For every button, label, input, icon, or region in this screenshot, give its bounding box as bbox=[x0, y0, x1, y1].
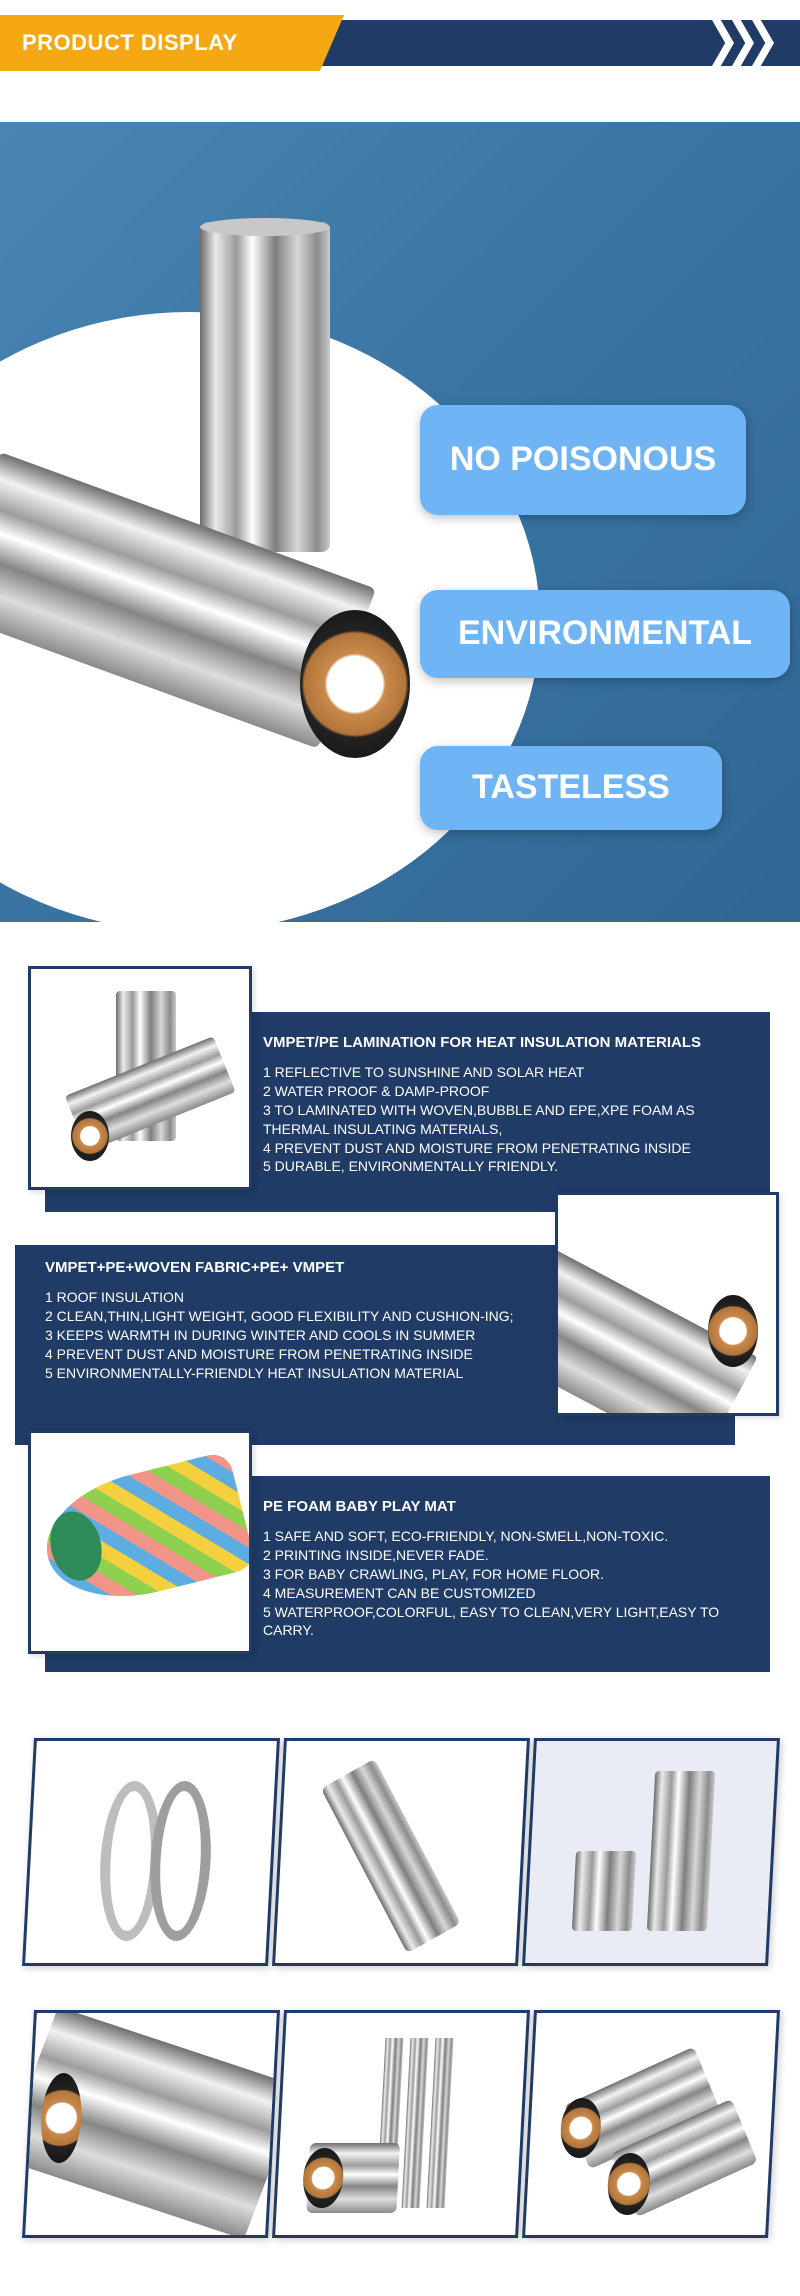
feature-line: 4 PREVENT DUST AND MOISTURE FROM PENETRATING INSIDE bbox=[263, 1139, 691, 1156]
feature-title: VMPET+PE+WOVEN FABRIC+PE+ VMPET bbox=[45, 1259, 345, 1276]
feature-line: 3 FOR BABY CRAWLING, PLAY, FOR HOME FLOOR. bbox=[263, 1565, 604, 1582]
badge-no-poisonous: NO POISONOUS bbox=[420, 405, 746, 515]
gallery-image-2 bbox=[272, 1738, 530, 1966]
feature-line: 1 REFLECTIVE TO SUNSHINE AND SOLAR HEAT bbox=[263, 1064, 585, 1080]
vertical-foil-roll-image bbox=[200, 222, 330, 552]
foil-roll-image bbox=[572, 1851, 636, 1931]
foil-roll-image bbox=[402, 2038, 429, 2208]
gallery-image-6 bbox=[522, 2010, 780, 2238]
feature-line: 3 KEEPS WARMTH IN DURING WINTER AND COOLS IN SUMMER bbox=[45, 1326, 476, 1343]
feature-line: 2 CLEAN,THIN,LIGHT WEIGHT, GOOD FLEXIBILITY AND CUSHION-ING; bbox=[45, 1307, 514, 1324]
feature-line: 4 MEASUREMENT CAN BE CUSTOMIZED bbox=[263, 1584, 536, 1601]
badge-environmental: ENVIRONMENTAL bbox=[420, 590, 790, 678]
feature-line: 2 PRINTING INSIDE,NEVER FADE. bbox=[263, 1546, 489, 1563]
feature-title: PE FOAM BABY PLAY MAT bbox=[263, 1498, 456, 1515]
feature-line: 3 TO LAMINATED WITH WOVEN,BUBBLE AND EPE,XPE FOAM AS THERMAL INSULATING MATERIALS, bbox=[263, 1101, 695, 1137]
foil-roll-image bbox=[321, 1759, 461, 1954]
gallery-image-5 bbox=[272, 2010, 530, 2238]
feature-line: 1 ROOF INSULATION bbox=[45, 1289, 184, 1305]
feature-line: 5 WATERPROOF,COLORFUL, EASY TO CLEAN,VERY LIGHT,EASY TO CARRY. bbox=[263, 1603, 720, 1639]
feature-line: 5 ENVIRONMENTALLY-FRIENDLY HEAT INSULATION MATERIAL bbox=[45, 1364, 464, 1381]
hero-banner bbox=[0, 122, 800, 922]
gallery-image-1 bbox=[22, 1738, 280, 1966]
feature-image-2 bbox=[555, 1192, 779, 1416]
feature-image-1 bbox=[28, 966, 252, 1190]
feature-title: VMPET/PE LAMINATION FOR HEAT INSULATION MATERIALS bbox=[263, 1034, 702, 1051]
badge-tasteless: TASTELESS bbox=[420, 746, 722, 830]
foil-tape-roll-image bbox=[146, 1781, 214, 1941]
gallery-image-3 bbox=[522, 1738, 780, 1966]
gallery-image-4 bbox=[22, 2010, 280, 2238]
feature-line: 2 WATER PROOF & DAMP-PROOF bbox=[263, 1082, 490, 1099]
feature-line: 4 PREVENT DUST AND MOISTURE FROM PENETRATING INSIDE bbox=[45, 1345, 473, 1362]
page-title: PRODUCT DISPLAY bbox=[22, 30, 238, 55]
foil-roll-image bbox=[427, 2038, 454, 2208]
roll-top-image bbox=[200, 218, 330, 236]
feature-image-3 bbox=[28, 1430, 252, 1654]
roll-core-image bbox=[708, 1295, 758, 1367]
feature-line: 1 SAFE AND SOFT, ECO-FRIENDLY, NON-SMELL,NON-TOXIC. bbox=[263, 1528, 669, 1544]
roll-core-image bbox=[71, 1111, 109, 1161]
foil-roll-image bbox=[647, 1771, 715, 1931]
feature-line: 5 DURABLE, ENVIRONMENTALLY FRIENDLY. bbox=[263, 1158, 559, 1175]
roll-core-image bbox=[300, 610, 410, 758]
